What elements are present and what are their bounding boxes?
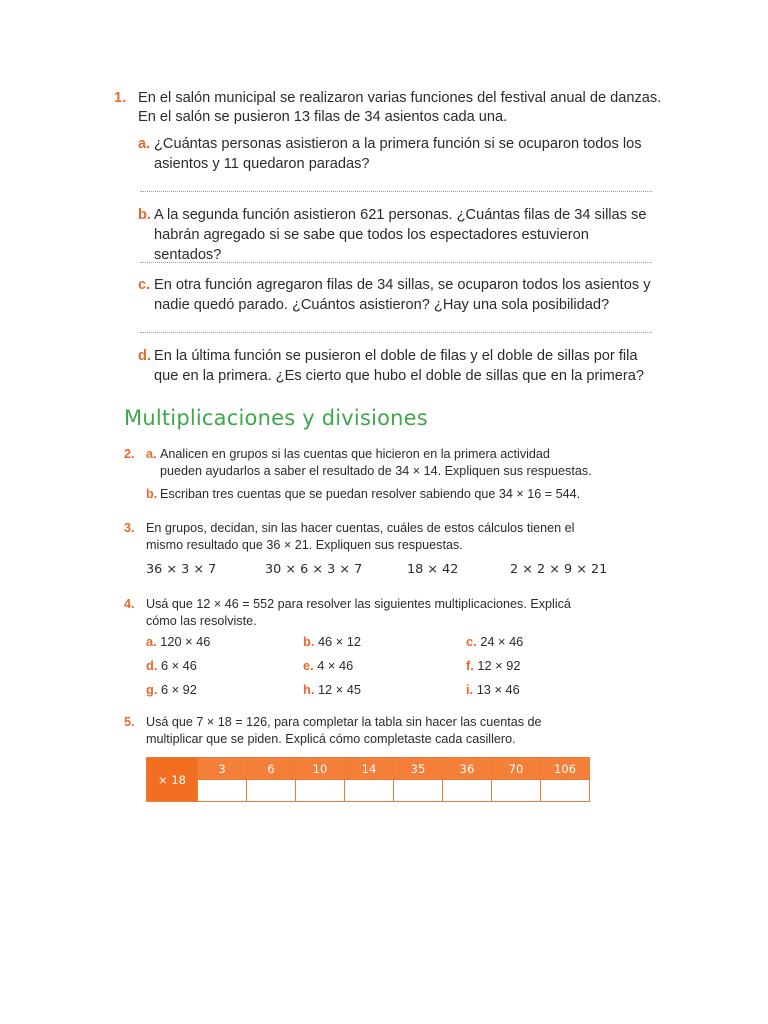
column-header: 10 — [296, 758, 345, 780]
column-header: 106 — [541, 758, 590, 780]
answer-cell[interactable] — [296, 780, 345, 802]
calculation: 36 × 3 × 7 — [146, 562, 217, 577]
calculation: 18 × 42 — [407, 562, 459, 577]
question-letter: a. — [138, 136, 151, 152]
column-header: 35 — [394, 758, 443, 780]
answer-cell[interactable] — [247, 780, 296, 802]
statement-line: cómo las resolviste. — [146, 614, 257, 628]
problem-statement — [138, 89, 668, 127]
list-item: e. 4 × 46 — [303, 658, 354, 673]
answer-line[interactable] — [140, 262, 652, 263]
question-letter: b. — [138, 207, 151, 223]
list-item: i. 13 × 46 — [466, 682, 520, 697]
problem-number: 3. — [124, 521, 135, 535]
answer-cell[interactable] — [198, 780, 247, 802]
answer-cell[interactable] — [492, 780, 541, 802]
answer-cell[interactable] — [345, 780, 394, 802]
list-item: h. 12 × 45 — [303, 682, 361, 697]
section-title: Multiplicaciones y divisiones — [124, 406, 428, 430]
question-letter: c. — [138, 277, 151, 293]
answer-cell[interactable] — [394, 780, 443, 802]
statement-line: En grupos, decidan, sin las hacer cuentas, cuáles de estos cálculos tienen el — [146, 521, 575, 535]
question-line: En la última función se pusieron el doble de filas y el doble de sillas por fila — [154, 348, 638, 364]
list-item: a. 120 × 46 — [146, 634, 211, 649]
answer-cell[interactable] — [443, 780, 492, 802]
problem-number: 2. — [124, 447, 135, 461]
column-header: 14 — [345, 758, 394, 780]
list-item: c. 24 × 46 — [466, 634, 524, 649]
list-item: d. 6 × 46 — [146, 658, 197, 673]
calculation: 2 × 2 × 9 × 21 — [510, 562, 608, 577]
problem-number: 4. — [124, 597, 135, 611]
answer-cell[interactable] — [541, 780, 590, 802]
statement-line: En el salón municipal se realizaron varias funciones del festival anual de danzas. — [138, 90, 662, 106]
question-line: ¿Cuántas personas asistieron a la primera función si se ocuparon todos los — [154, 136, 642, 152]
column-header: 70 — [492, 758, 541, 780]
question-line: En otra función agregaron filas de 34 sillas, se ocuparon todos los asientos y — [154, 277, 651, 293]
question-line: habrán agregado si se sabe que todos los espectadores estuvieron sentados? — [154, 227, 589, 263]
answer-line[interactable] — [140, 191, 652, 192]
question-line: pueden ayudarlos a saber el resultado de 34 × 14. Expliquen sus respuestas. — [160, 464, 592, 478]
table-row — [147, 758, 590, 780]
statement-line: mismo resultado que 36 × 21. Expliquen sus respuestas. — [146, 538, 463, 552]
multiplication-list — [146, 634, 576, 704]
column-header: 6 — [247, 758, 296, 780]
question-line: que en la primera. ¿Es cierto que hubo el doble de sillas que en la primera? — [154, 368, 644, 384]
list-item: f. 12 × 92 — [466, 658, 521, 673]
answer-line[interactable] — [140, 332, 652, 333]
table-row — [147, 780, 590, 802]
statement-line: Usá que 12 × 46 = 552 para resolver las siguientes multiplicaciones. Explicá — [146, 597, 571, 611]
list-item: g. 6 × 92 — [146, 682, 197, 697]
question-line: nadie quedó parado. ¿Cuántos asistieron? ¿Hay una sola posibilidad? — [154, 297, 610, 313]
question-letter: d. — [138, 348, 151, 364]
list-item: b. 46 × 12 — [303, 634, 361, 649]
question-line: A la segunda función asistieron 621 personas. ¿Cuántas filas de 34 sillas se — [154, 207, 647, 223]
calculation: 30 × 6 × 3 × 7 — [265, 562, 363, 577]
question-line: Escriban tres cuentas que se puedan resolver sabiendo que 34 × 16 = 544. — [160, 487, 581, 501]
question-line: Analicen en grupos si las cuentas que hicieron en la primera actividad — [160, 447, 550, 461]
question-line: asientos y 11 quedaron paradas? — [154, 156, 370, 172]
column-header: 3 — [198, 758, 247, 780]
statement-line: multiplicar que se piden. Explicá cómo completaste cada casillero. — [146, 732, 516, 746]
row-header: × 18 — [147, 758, 198, 802]
statement-line: En el salón se pusieron 13 filas de 34 asientos cada una. — [138, 109, 508, 125]
problem-number: 1. — [114, 90, 127, 106]
problem-number: 5. — [124, 715, 135, 729]
column-header: 36 — [443, 758, 492, 780]
statement-line: Usá que 7 × 18 = 126, para completar la tabla sin hacer las cuentas de — [146, 715, 542, 729]
question-letter: b. — [146, 487, 158, 501]
multiplication-table — [146, 757, 590, 802]
question-letter: a. — [146, 447, 157, 461]
